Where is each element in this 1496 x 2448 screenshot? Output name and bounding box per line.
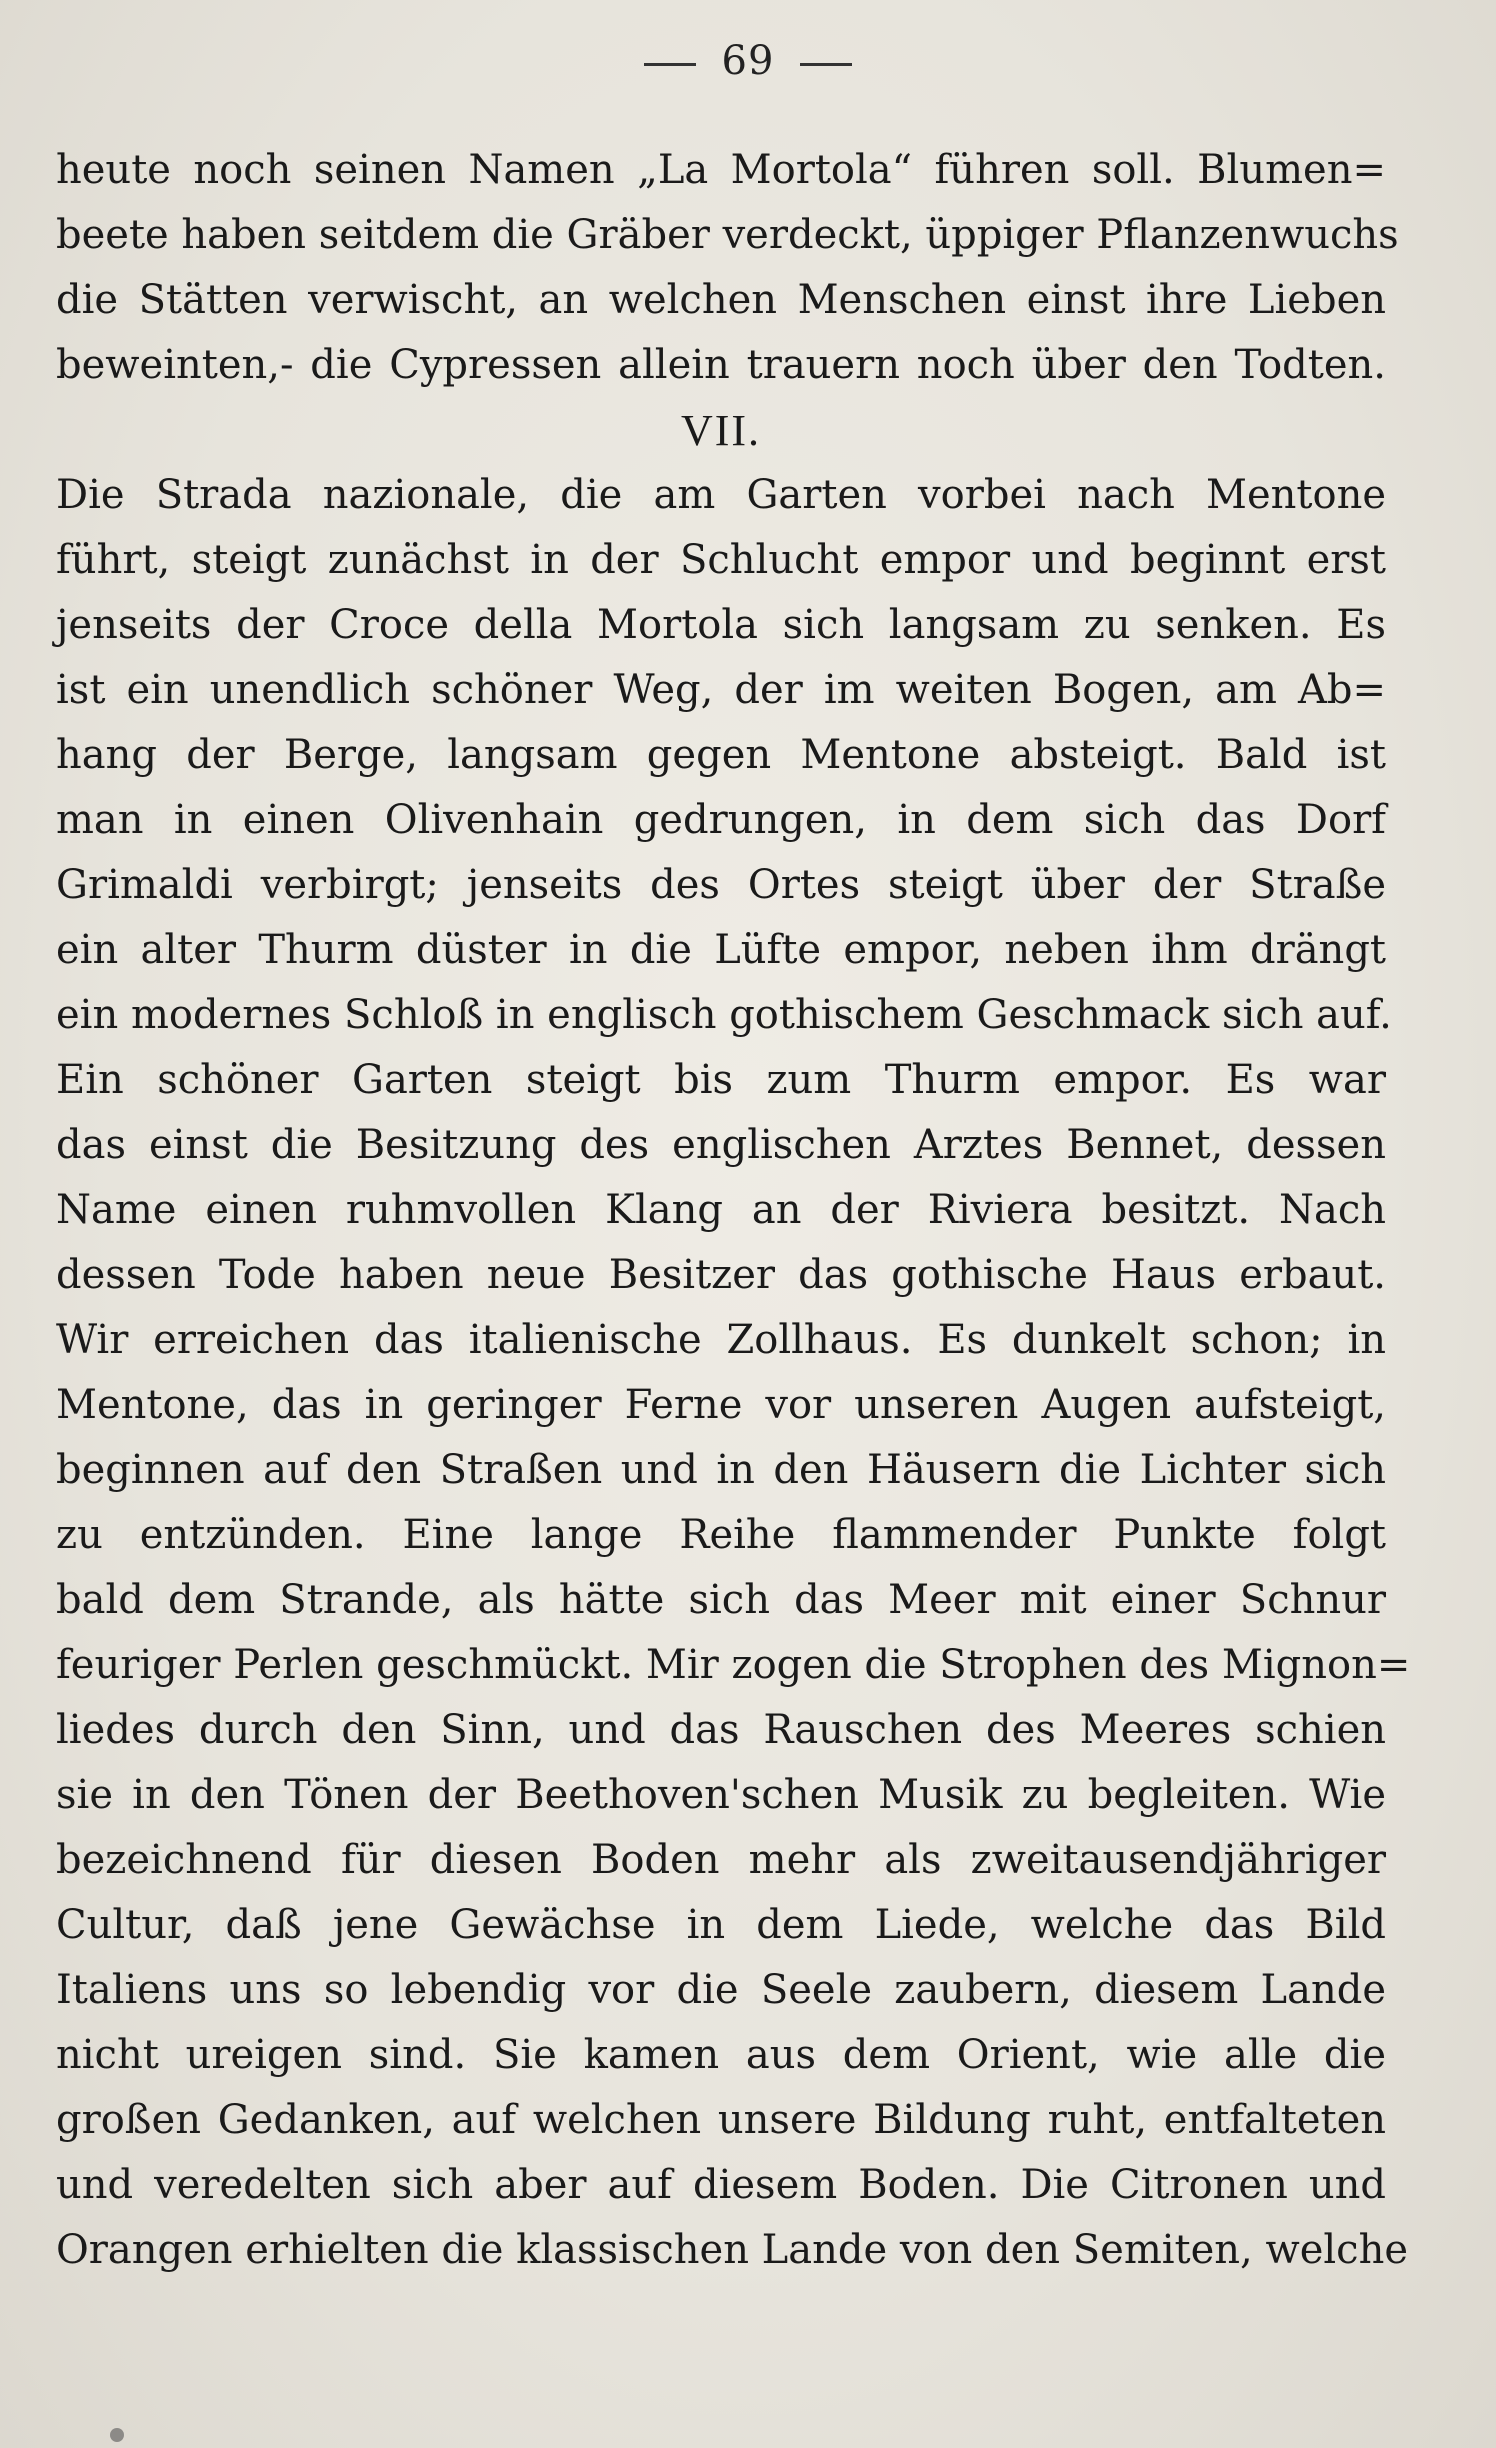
- text-line: heute noch seinen Namen „La Mortola“ führen soll. Blumen=: [56, 147, 1386, 193]
- text-line: Name einen ruhmvollen Klang an der Riviera besitzt. Nach: [56, 1187, 1386, 1233]
- text-line: beete haben seitdem die Gräber verdeckt, üppiger Pflanzenwuchs: [56, 212, 1399, 258]
- text-line: Italiens uns so lebendig vor die Seele zaubern, diesem Lande: [56, 1967, 1386, 2013]
- text-line: liedes durch den Sinn, und das Rauschen des Meeres schien: [56, 1707, 1386, 1753]
- text-line: beginnen auf den Straßen und in den Häusern die Lichter sich: [56, 1447, 1386, 1493]
- text-line: Orangen erhielten die klassischen Lande von den Semiten, welche: [56, 2227, 1409, 2273]
- body-text: [56, 138, 1411, 2283]
- text-line: zu entzünden. Eine lange Reihe flammender Punkte folgt: [56, 1512, 1386, 1558]
- page-header: [0, 38, 1496, 84]
- text-line: ist ein unendlich schöner Weg, der im weiten Bogen, am Ab=: [56, 667, 1386, 713]
- text-line: nicht ureigen sind. Sie kamen aus dem Orient, wie alle die: [56, 2032, 1386, 2078]
- text-line: bezeichnend für diesen Boden mehr als zweitausendjähriger: [56, 1837, 1386, 1883]
- page-number: 69: [721, 38, 775, 84]
- text-line: Wir erreichen das italienische Zollhaus. Es dunkelt schon; in: [56, 1317, 1386, 1363]
- text-line: die Stätten verwischt, an welchen Menschen einst ihre Lieben: [56, 277, 1386, 323]
- text-line: Mentone, das in geringer Ferne vor unseren Augen aufsteigt,: [56, 1382, 1386, 1428]
- text-line: sie in den Tönen der Beethoven'schen Musik zu begleiten. Wie: [56, 1772, 1386, 1818]
- text-line: Die Strada nazionale, die am Garten vorbei nach Mentone: [56, 472, 1386, 518]
- text-line: großen Gedanken, auf welchen unsere Bildung ruht, entfalteten: [56, 2097, 1386, 2143]
- header-dash-left: [644, 63, 696, 66]
- text-line: führt, steigt zunächst in der Schlucht empor und beginnt erst: [56, 537, 1386, 583]
- text-line: das einst die Besitzung des englischen Arztes Bennet, dessen: [56, 1122, 1386, 1168]
- text-line: Cultur, daß jene Gewächse in dem Liede, welche das Bild: [56, 1902, 1386, 1948]
- section-heading: VII.: [680, 406, 762, 455]
- text-line: und veredelten sich aber auf diesem Boden. Die Citronen und: [56, 2162, 1386, 2208]
- text-line: man in einen Olivenhain gedrungen, in dem sich das Dorf: [56, 797, 1386, 843]
- text-line: ein alter Thurm düster in die Lüfte empor, neben ihm drängt: [56, 927, 1386, 973]
- text-line: ein modernes Schloß in englisch gothischem Geschmack sich auf.: [56, 992, 1392, 1038]
- text-line: feuriger Perlen geschmückt. Mir zogen die Strophen des Mignon=: [56, 1642, 1411, 1688]
- ink-smudge: [110, 2428, 124, 2442]
- text-line: Ein schöner Garten steigt bis zum Thurm empor. Es war: [56, 1057, 1386, 1103]
- text-line: dessen Tode haben neue Besitzer das gothische Haus erbaut.: [56, 1252, 1386, 1298]
- text-line: bald dem Strande, als hätte sich das Meer mit einer Schnur: [56, 1577, 1386, 1623]
- text-line: Grimaldi verbirgt; jenseits des Ortes steigt über der Straße: [56, 862, 1386, 908]
- header-dash-right: [800, 63, 852, 66]
- text-line: jenseits der Croce della Mortola sich langsam zu senken. Es: [56, 602, 1386, 648]
- text-line: beweinten,- die Cypressen allein trauern noch über den Todten.: [56, 342, 1386, 388]
- text-line: hang der Berge, langsam gegen Mentone absteigt. Bald ist: [56, 732, 1386, 778]
